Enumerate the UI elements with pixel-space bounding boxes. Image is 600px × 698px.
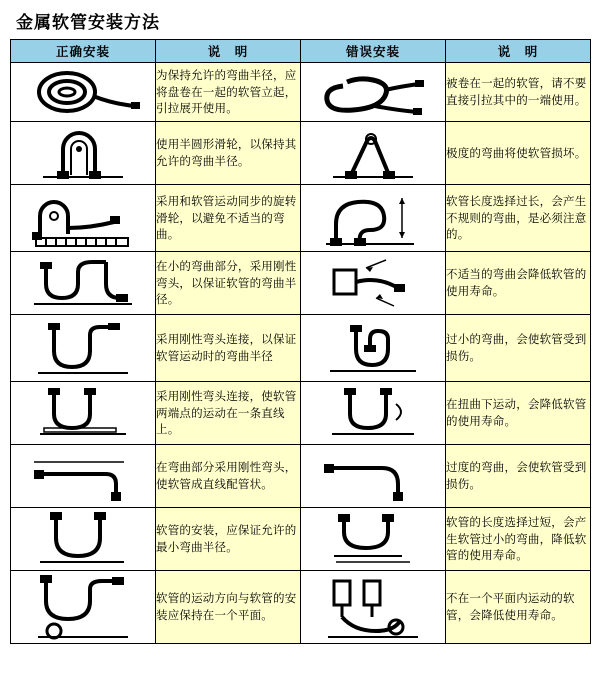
header-wrong-install: 错误安装 [301, 40, 446, 63]
row-wrong-description: 过度的弯曲，会使软管受到损伤。 [446, 445, 591, 508]
min-bend-radius-install-icon [11, 508, 156, 571]
installation-methods-table [10, 39, 591, 644]
row-wrong-description: 软管的长度选择过短，会产生软管过小的弯曲，降低软管的使用寿命。 [446, 508, 591, 571]
row-correct-description: 采用刚性弯头连接，使软管两端点的运动在一条直线上。 [156, 382, 301, 445]
row-wrong-description: 软管长度选择过长，会产生不规则的弯曲，是必须注意的。 [446, 185, 591, 252]
table-row [11, 63, 591, 122]
improper-bend-icon [301, 252, 446, 315]
row-correct-description: 采用和软管运动同步的旋转滑轮，以避免不适当的弯曲。 [156, 185, 301, 252]
rigid-elbow-straight-line-icon [11, 382, 156, 445]
too-small-bend-icon [301, 315, 446, 382]
excess-length-loop-icon [301, 185, 446, 252]
header-correct-desc: 说 明 [156, 40, 301, 63]
same-plane-motion-icon [11, 571, 156, 644]
row-correct-description: 软管的运动方向与软管的安装应保持在一个平面。 [156, 571, 301, 644]
rigid-elbow-connection-icon [11, 315, 156, 382]
table-row [11, 252, 591, 315]
over-bending-icon [301, 445, 446, 508]
too-long-hose-icon [301, 508, 446, 571]
out-of-plane-motion-icon [301, 571, 446, 644]
sharp-bend-pulley-icon [301, 122, 446, 185]
row-wrong-description: 不适当的弯曲会降低软管的使用寿命。 [446, 252, 591, 315]
table-row [11, 122, 591, 185]
row-correct-description: 采用刚性弯头连接，以保证软管运动时的弯曲半径 [156, 315, 301, 382]
header-correct-install: 正确安装 [11, 40, 156, 63]
rigid-bend-small-radius-icon [11, 252, 156, 315]
semicircular-sheave-icon [11, 122, 156, 185]
row-wrong-description: 在扭曲下运动，会降低软管的使用寿命。 [446, 382, 591, 445]
row-correct-description: 软管的安装，应保证允许的最小弯曲半径。 [156, 508, 301, 571]
row-correct-description: 使用半圆形滑轮，以保持其允许的弯曲半径。 [156, 122, 301, 185]
row-correct-description: 为保持允许的弯曲半径，应将盘卷在一起的软管立起，引拉展开使用。 [156, 63, 301, 122]
table-row [11, 315, 591, 382]
table-row [11, 185, 591, 252]
table-row [11, 382, 591, 445]
row-correct-description: 在弯曲部分采用刚性弯头，使软管成直线配管状。 [156, 445, 301, 508]
table-header-row [11, 40, 591, 63]
table-row [11, 508, 591, 571]
synchronized-rotating-sheave-icon [11, 185, 156, 252]
row-wrong-description: 被卷在一起的软管，请不要直接引拉其中的一端使用。 [446, 63, 591, 122]
row-wrong-description: 过小的弯曲，会使软管受到损伤。 [446, 315, 591, 382]
page-title: 金属软管安装方法 [16, 13, 160, 33]
straight-piping-elbow-icon [11, 445, 156, 508]
table-row [11, 571, 591, 644]
torsional-motion-icon [301, 382, 446, 445]
table-row [11, 445, 591, 508]
row-correct-description: 在小的弯曲部分，采用刚性弯头，以保证软管的弯曲半径。 [156, 252, 301, 315]
row-wrong-description: 极度的弯曲将使软管损坏。 [446, 122, 591, 185]
coiled-hose-pulled-icon [301, 63, 446, 122]
coiled-hose-standing-icon [11, 63, 156, 122]
row-wrong-description: 不在一个平面内运动的软管，会降低使用寿命。 [446, 571, 591, 644]
header-wrong-desc: 说 明 [446, 40, 591, 63]
